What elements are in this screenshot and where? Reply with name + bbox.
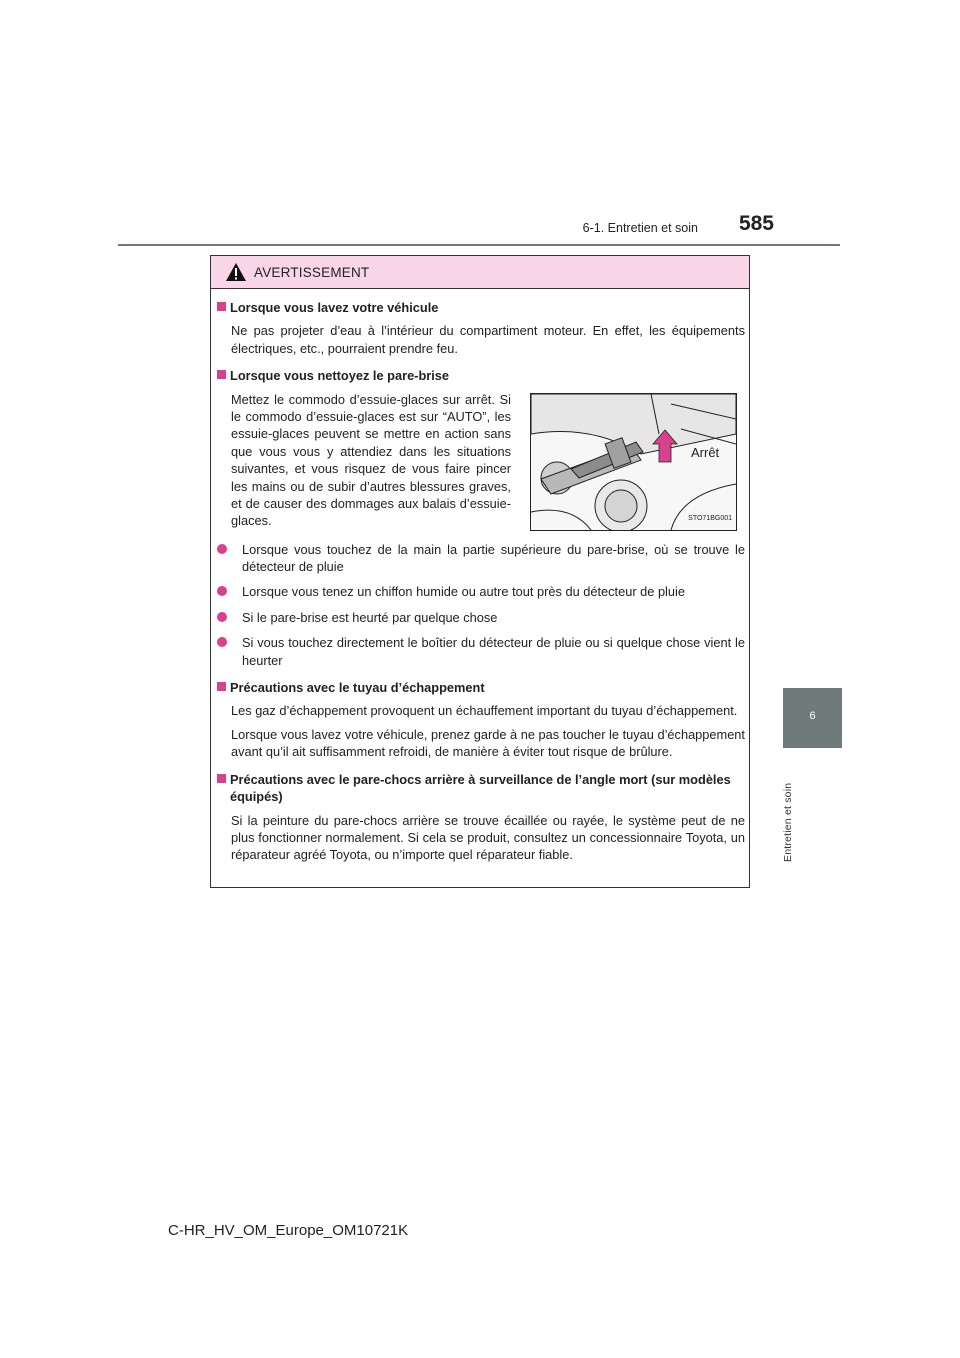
warning-triangle-icon <box>225 262 247 282</box>
warning-body <box>211 289 749 864</box>
circle-bullet-icon <box>217 637 227 647</box>
circle-bullet-icon <box>217 612 227 622</box>
bullet-text: Lorsque vous touchez de la main la partie supérieure du pare-brise, où se trouve le détecteur de pluie <box>242 541 745 575</box>
page-header <box>118 200 840 246</box>
item-text: Lorsque vous lavez votre véhicule, prenez garde à ne pas toucher le tuyau d’échappement avant qu’il ait suffisamment refroidi, de manière à éviter tout risque de brûlure. <box>231 726 745 760</box>
list-item <box>216 634 745 669</box>
item-title-text: Précautions avec le pare-chocs arrière à surveillance de l’angle mort (sur modèles équipés) <box>230 771 731 805</box>
header-rule <box>118 244 840 246</box>
bullet-text: Lorsque vous tenez un chiffon humide ou autre tout près du détecteur de pluie <box>242 584 685 600</box>
chapter-number: 6 <box>809 710 816 722</box>
bullet-text: Si le pare-brise est heurté par quelque chose <box>242 609 498 625</box>
section-title: 6-1. Entretien et soin <box>582 221 698 235</box>
item-title-text: Lorsque vous nettoyez le pare-brise <box>230 368 450 384</box>
item-title-text: Précautions avec le tuyau d’échappement <box>230 680 485 696</box>
square-bullet-icon <box>217 302 226 311</box>
chapter-side-title: Entretien et soin <box>782 782 794 862</box>
chapter-tab[interactable] <box>783 688 842 748</box>
item-title-echappement <box>216 679 745 696</box>
manual-code: C-HR_HV_OM_Europe_OM10721K <box>168 1222 409 1239</box>
list-item <box>216 541 745 576</box>
square-bullet-icon <box>217 774 226 783</box>
warning-title: AVERTISSEMENT <box>254 265 370 280</box>
list-item <box>216 609 745 626</box>
figure-code: STO71BG001 <box>688 515 732 523</box>
wiper-switch-drawing <box>531 394 736 530</box>
item-title-pare-chocs <box>216 771 745 806</box>
item-text: Mettez le commodo d’essuie-glaces sur arrêt. Si le commodo d’essuie-glaces est sur “AUTO”, les essuie-glaces peuvent se mettre en action sans que vous vous y attendiez dans les situations suivantes, et vous risquez de vous faire pincer les mains ou de subir d’autres blessures graves, et de causer des dommages aux balais d’essuie-glaces. <box>231 391 511 529</box>
figure-label: Arrêt <box>691 444 720 460</box>
item-text: Les gaz d’échappement provoquent un échauffement important du tuyau d’échappement. <box>231 703 738 719</box>
item-title-pare-brise <box>216 367 745 384</box>
item-text: Si la peinture du pare-chocs arrière se trouve écaillée ou rayée, le système peut de ne plus fonctionner normalement. Si cela se produit, consultez un concessionnaire Toyota, un réparateur agréé Toyota, ou n’importe quel réparateur fiable. <box>231 812 745 863</box>
warning-header <box>211 256 749 289</box>
bullet-text: Si vous touchez directement le boîtier du détecteur de pluie ou si quelque chose vient le heurter <box>242 635 745 668</box>
warning-box <box>210 255 750 888</box>
square-bullet-icon <box>217 370 226 379</box>
wiper-switch-illustration <box>530 393 737 531</box>
square-bullet-icon <box>217 682 226 691</box>
page-number: 585 <box>738 212 774 235</box>
circle-bullet-icon <box>217 586 227 596</box>
item-title-lavage <box>216 299 745 316</box>
item-text: Ne pas projeter d’eau à l’intérieur du compartiment moteur. En effet, les équipements électriques, etc., pourraient prendre feu. <box>231 323 745 356</box>
list-item <box>216 583 745 600</box>
item-title-text: Lorsque vous lavez votre véhicule <box>230 300 439 315</box>
wiper-section <box>216 391 745 533</box>
circle-bullet-icon <box>217 544 227 554</box>
